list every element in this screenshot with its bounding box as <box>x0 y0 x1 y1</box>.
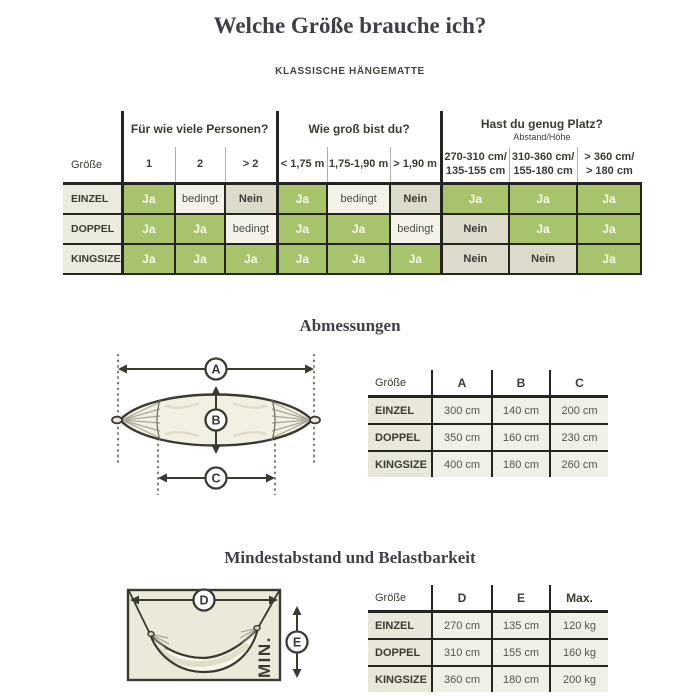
col-header: Größe <box>368 370 432 397</box>
end-ring-left <box>112 417 122 424</box>
cell: Ja <box>509 184 577 215</box>
col-header: 1 <box>122 147 175 184</box>
mindestabstand-table <box>368 585 608 692</box>
col-header-groesse: Größe <box>63 147 122 184</box>
cell: 260 cm <box>550 451 608 477</box>
label-circle-b <box>206 410 227 431</box>
cell: 200 cm <box>550 397 608 425</box>
cell: Ja <box>225 244 277 274</box>
group-header-row <box>63 111 641 147</box>
table-row-kingsize <box>368 666 608 692</box>
gather-wrap-left <box>148 632 154 637</box>
col-header: > 1,90 m <box>390 147 441 184</box>
table-row-doppel <box>368 424 608 451</box>
row-label: DOPPEL <box>368 424 432 451</box>
table-row-einzel <box>63 184 641 215</box>
col-header: 270-310 cm/ 135-155 cm <box>441 147 509 184</box>
table-row-doppel <box>368 639 608 666</box>
cell: Ja <box>277 244 327 274</box>
col-header: 2 <box>175 147 225 184</box>
svg-text:E: E <box>292 635 302 650</box>
cell: Ja <box>509 214 577 244</box>
cell: bedingt <box>225 214 277 244</box>
column-header-row <box>368 370 608 397</box>
row-label: KINGSIZE <box>368 666 432 692</box>
group-header-koerpergroesse <box>277 111 441 147</box>
cell: Ja <box>277 214 327 244</box>
cell: 155 cm <box>492 639 550 666</box>
table-row-doppel <box>63 214 641 244</box>
page-title: Welche Größe brauche ich? <box>213 13 487 38</box>
cell: 400 cm <box>432 451 492 477</box>
cell: bedingt <box>175 184 225 215</box>
column-header-row <box>368 585 608 612</box>
row-label: EINZEL <box>63 184 122 215</box>
row-label: EINZEL <box>368 612 432 640</box>
col-header: Größe <box>368 585 432 612</box>
cell: Ja <box>277 184 327 215</box>
label-circle-c <box>206 468 227 489</box>
col-header: Max. <box>550 585 608 612</box>
cell: Ja <box>122 244 175 274</box>
page-subtitle: KLASSISCHE HÄNGEMATTE <box>275 66 425 77</box>
gather-wrap-right <box>254 626 260 631</box>
cell: 160 cm <box>492 424 550 451</box>
cell: Nein <box>225 184 277 215</box>
cell: 180 cm <box>492 451 550 477</box>
col-header: B <box>492 370 550 397</box>
col-header: 1,75-1,90 m <box>327 147 390 184</box>
mindestabstand-table-wrap <box>368 585 608 692</box>
group-header-platz <box>441 111 641 147</box>
cell: bedingt <box>327 184 390 215</box>
section-heading-abmessungen: Abmessungen <box>299 316 401 335</box>
cell: 120 kg <box>550 612 608 640</box>
row-label: EINZEL <box>368 397 432 425</box>
end-ring-right <box>310 417 320 424</box>
col-header: > 360 cm/ > 180 cm <box>577 147 641 184</box>
cell: 230 cm <box>550 424 608 451</box>
cell: Ja <box>175 244 225 274</box>
abmessungen-table-wrap <box>368 370 608 477</box>
group-label: Wie groß bist du? <box>308 122 410 136</box>
cell: Ja <box>441 184 509 215</box>
svg-text:C: C <box>211 471 221 486</box>
table-row-kingsize <box>63 244 641 274</box>
svg-text:B: B <box>211 413 221 428</box>
section-heading-mindestabstand: Mindestabstand und Belastbarkeit <box>224 548 476 567</box>
group-sublabel: Abstand/Höhe <box>513 131 571 142</box>
table-row-kingsize <box>368 451 608 477</box>
min-label: MIN. <box>255 636 274 678</box>
table-row-einzel <box>368 612 608 640</box>
cell: Ja <box>577 214 641 244</box>
row-label: KINGSIZE <box>63 244 122 274</box>
abmessungen-table <box>368 370 608 477</box>
size-decision-table <box>63 111 642 275</box>
corner-blank <box>63 111 122 147</box>
row-label: DOPPEL <box>63 214 122 244</box>
cell: 300 cm <box>432 397 492 425</box>
cell: 160 kg <box>550 639 608 666</box>
cell: 180 cm <box>492 666 550 692</box>
label-circle-a <box>206 359 227 380</box>
cell: Ja <box>122 184 175 215</box>
cell: Ja <box>577 244 641 274</box>
label-circle-d <box>194 590 215 611</box>
cell: Ja <box>577 184 641 215</box>
col-header: A <box>432 370 492 397</box>
row-label: KINGSIZE <box>368 451 432 477</box>
cell: 135 cm <box>492 612 550 640</box>
cell: Nein <box>441 244 509 274</box>
cell: 200 kg <box>550 666 608 692</box>
cell: Ja <box>327 214 390 244</box>
cell: Ja <box>390 244 441 274</box>
cell: bedingt <box>390 214 441 244</box>
cell: 140 cm <box>492 397 550 425</box>
group-label: Für wie viele Personen? <box>130 122 269 136</box>
hammock-top-view-diagram <box>108 352 324 500</box>
group-header-personen <box>122 111 277 147</box>
cell: Nein <box>509 244 577 274</box>
label-circle-e <box>287 632 308 653</box>
hammock-side-view-diagram <box>112 578 317 696</box>
cell: Nein <box>441 214 509 244</box>
cell: Ja <box>327 244 390 274</box>
col-header: 310-360 cm/ 155-180 cm <box>509 147 577 184</box>
col-header: E <box>492 585 550 612</box>
cell: 270 cm <box>432 612 492 640</box>
cell: Nein <box>390 184 441 215</box>
cell: Ja <box>175 214 225 244</box>
cell: 360 cm <box>432 666 492 692</box>
cell: Ja <box>122 214 175 244</box>
svg-text:A: A <box>211 362 221 377</box>
col-header: < 1,75 m <box>277 147 327 184</box>
cell: 350 cm <box>432 424 492 451</box>
group-label: Hast du genug Platz? <box>480 116 603 131</box>
col-header: C <box>550 370 608 397</box>
col-header: > 2 <box>225 147 277 184</box>
svg-text:D: D <box>199 593 209 608</box>
col-header: D <box>432 585 492 612</box>
table-row-einzel <box>368 397 608 425</box>
column-header-row <box>63 147 641 184</box>
cell: 310 cm <box>432 639 492 666</box>
size-decision-table-wrap <box>63 111 642 275</box>
row-label: DOPPEL <box>368 639 432 666</box>
